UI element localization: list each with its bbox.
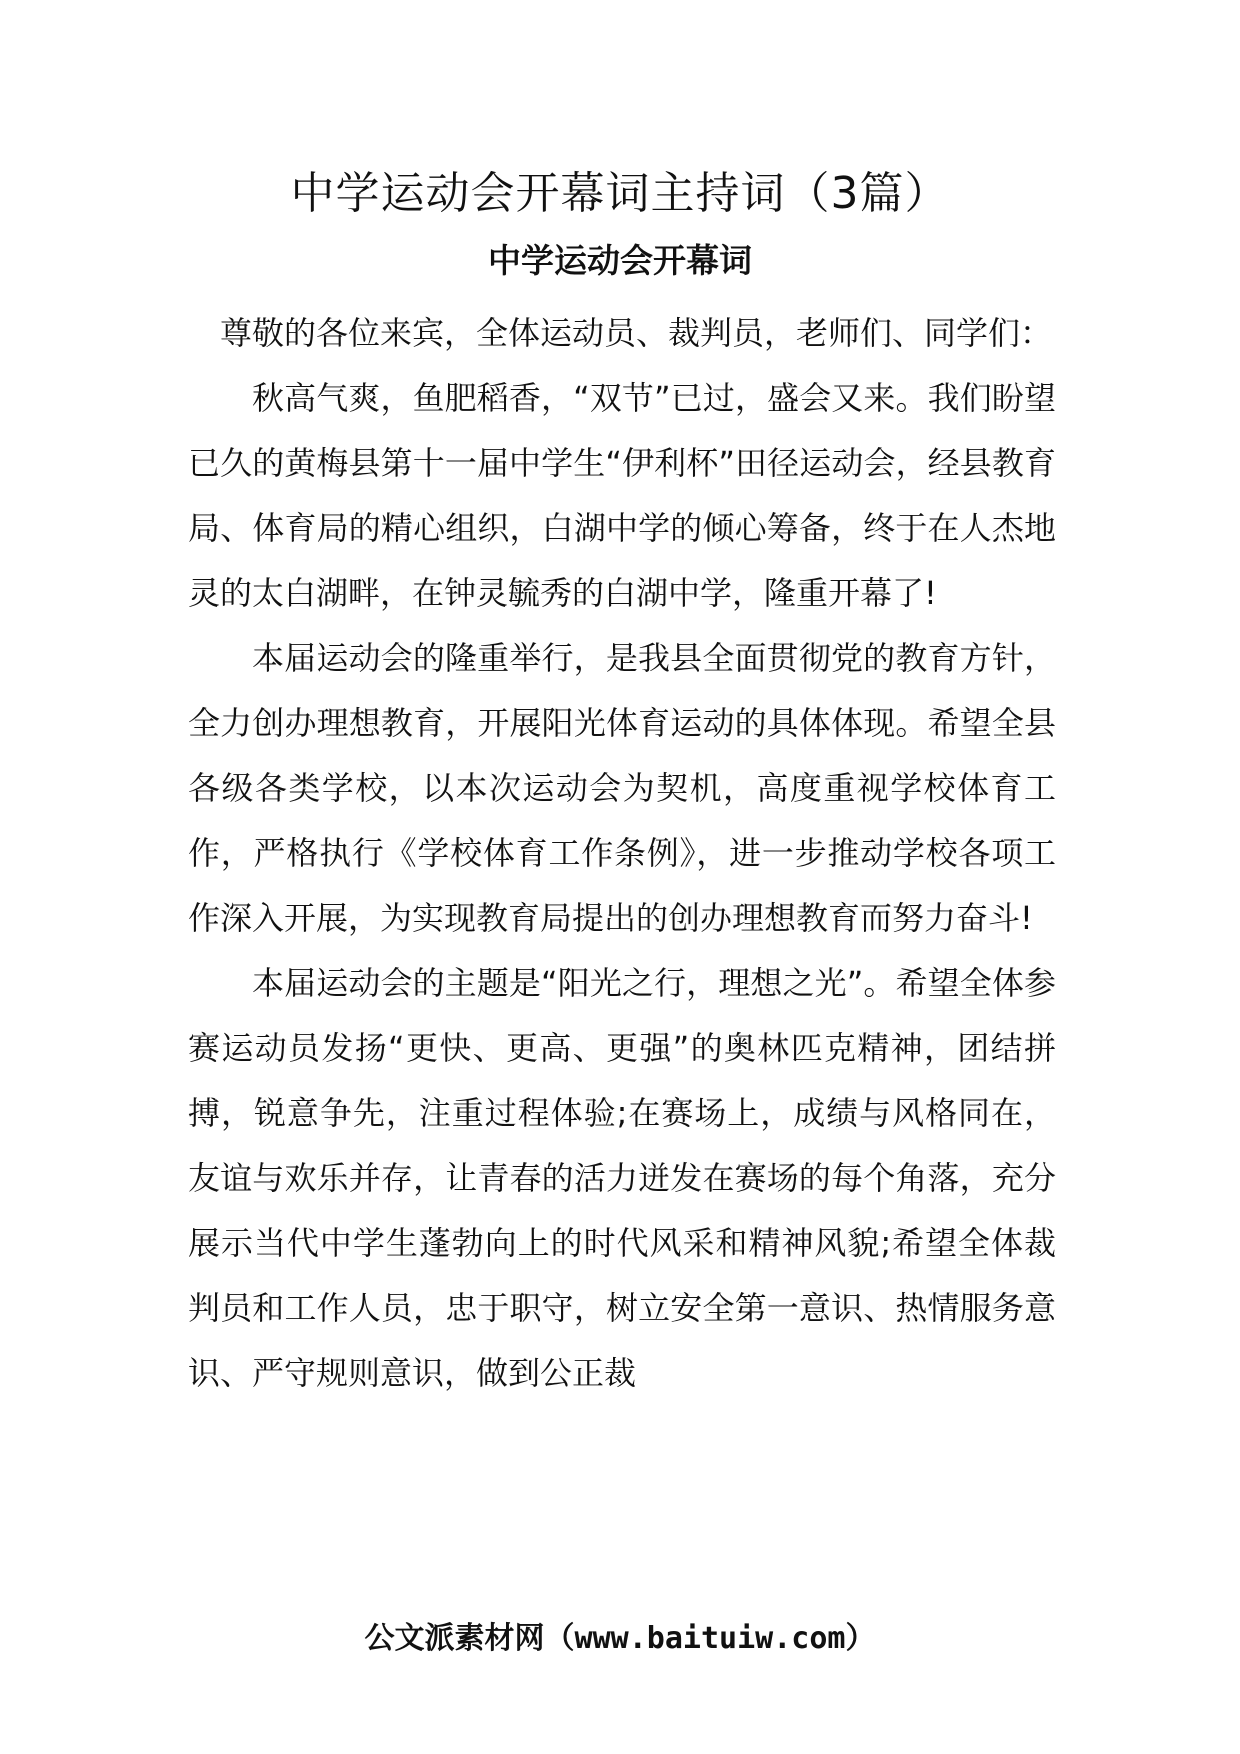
footer-site-name: 公文派素材网 bbox=[364, 1621, 545, 1656]
page-footer bbox=[0, 1618, 1240, 1660]
document-body bbox=[188, 301, 1056, 1406]
footer-close-paren: ） bbox=[845, 1621, 876, 1656]
footer-url: www.baituiw.com bbox=[574, 1621, 846, 1656]
salutation-paragraph: 尊敬的各位来宾，全体运动员、裁判员，老师们、同学们： bbox=[220, 314, 1053, 352]
document-subtitle: 中学运动会开幕词 bbox=[488, 241, 752, 280]
body-paragraph: 本届运动会的隆重举行，是我县全面贯彻党的教育方针，全力创办理想教育，开展阳光体育运动的具体体现。希望全县各级各类学校，以本次运动会为契机，高度重视学校体育工作，严格执行《学校体育工作条例》，进一步推动学校各项工作深入开展，为实现教育局提出的创办理想教育而努力奋斗! bbox=[188, 639, 1056, 937]
body-paragraph: 秋高气爽，鱼肥稻香，“双节”已过，盛会又来。我们盼望已久的黄梅县第十一届中学生“伊利杯”田径运动会，经县教育局、体育局的精心组织，白湖中学的倾心筹备，终于在人杰地灵的太白湖畔，在钟灵毓秀的白湖中学，隆重开幕了! bbox=[188, 379, 1056, 612]
body-paragraph: 本届运动会的主题是“阳光之行，理想之光”。希望全体参赛运动员发扬“更快、更高、更强”的奥林匹克精神，团结拼搏，锐意争先，注重过程体验;在赛场上，成绩与风格同在，友谊与欢乐并存，让青春的活力迸发在赛场的每个角落，充分展示当代中学生蓬勃向上的时代风采和精神风貌;希望全体裁判员和工作人员，忠于职守，树立安全第一意识、热情服务意识、严守规则意识，做到公正裁 bbox=[188, 964, 1056, 1392]
footer-open-paren: （ bbox=[544, 1621, 575, 1656]
document-title: 中学运动会开幕词主持词（3篇） bbox=[290, 168, 950, 219]
